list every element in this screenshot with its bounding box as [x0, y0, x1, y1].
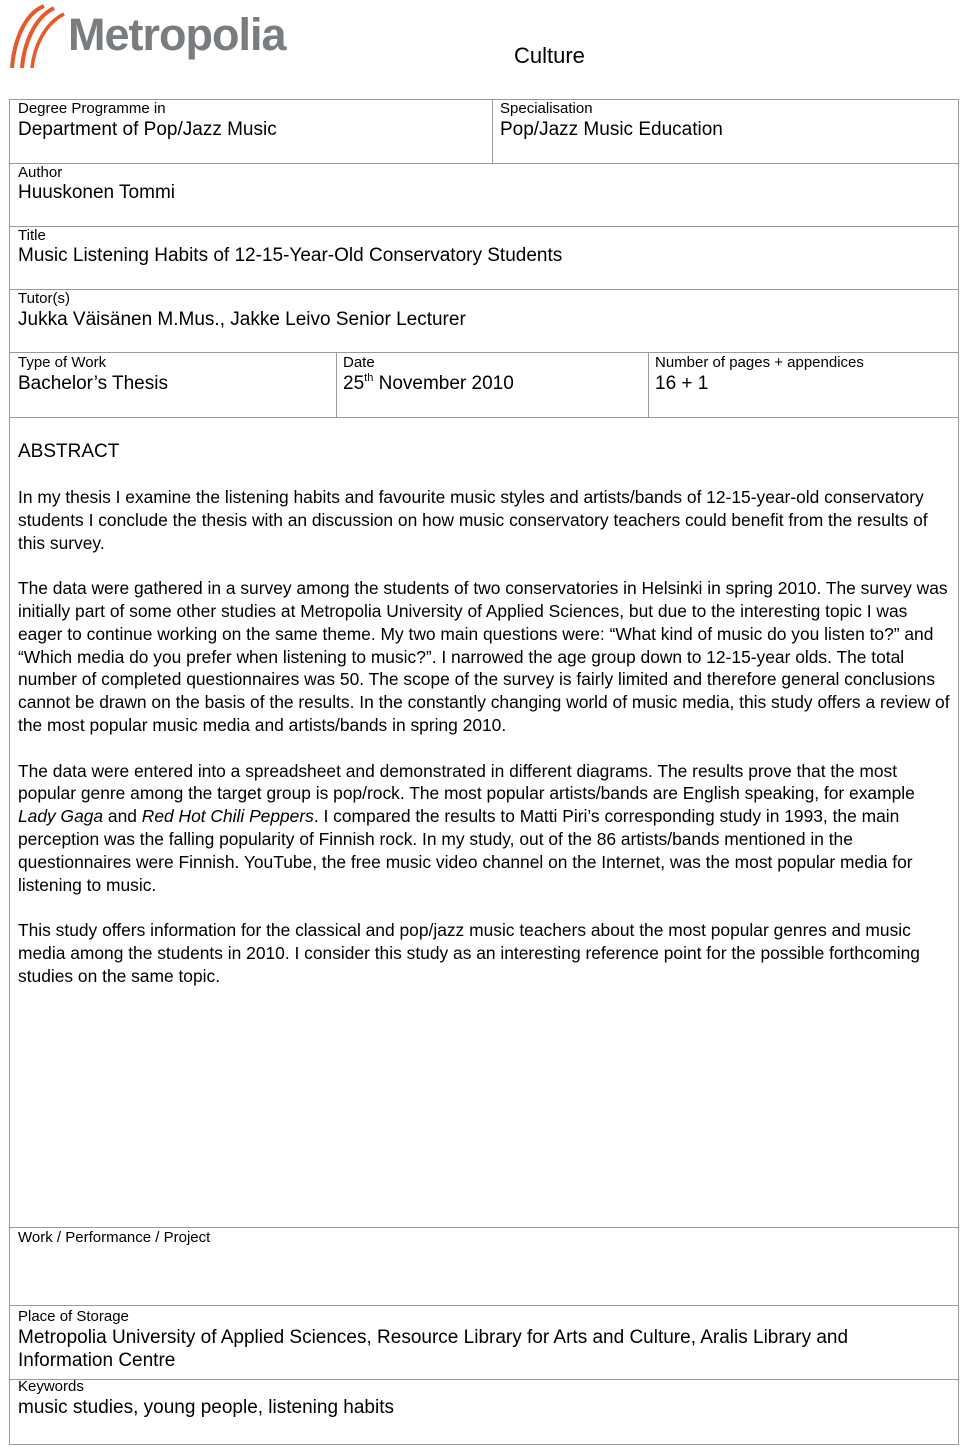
column-divider	[492, 100, 493, 163]
author-label: Author	[18, 164, 63, 181]
tutors-value: Jukka Väisänen M.Mus., Jakke Leivo Senior Lecturer	[18, 309, 466, 330]
abstract-body	[18, 486, 954, 1010]
metropolia-logo-mark-icon	[6, 2, 66, 72]
pages-value: 16 + 1	[655, 373, 709, 394]
place-of-storage-value: Metropolia University of Applied Sciences, Resource Library for Arts and Culture, Aralis Library and Information Centre	[18, 1327, 849, 1371]
abstract-paragraph: The data were gathered in a survey among the students of two conservatories in Helsinki in spring 2010. The survey was initially part of some other studies at Metropolia University of Applied Sciences, but due to the interesting topic I was eager to continue working on the same theme. My two main questions were: “What kind of music do you listen to?” and “Which media do you prefer when listening to music?”. I narrowed the age group down to 12-15-year olds. The total number of completed questionnaires was 50. The scope of the survey is fairly limited and therefore general conclusions cannot be drawn on the basis of the results. In the constantly changing world of music media, this study offers a review of the most popular music media and artists/bands in spring 2010.	[18, 578, 950, 735]
keywords-label: Keywords	[18, 1378, 84, 1395]
abstract-paragraph	[18, 760, 954, 897]
abstract-paragraph: In my thesis I examine the listening habits and favourite music styles and artists/bands of 12-15-year-old conservatory students I conclude the thesis with an discussion on how music conservatory teachers could benefit from the results of this survey.	[18, 487, 928, 553]
pages-label: Number of pages + appendices	[655, 354, 864, 371]
abstract-form	[9, 99, 959, 1445]
abstract-text: The data were entered into a spreadsheet and demonstrated in different diagrams. The results prove that the most popular genre among the target group is pop/rock. The most popular artists/bands are English speaking, for example	[18, 760, 915, 804]
logo-wordmark: Metropolia	[68, 9, 286, 60]
author-value: Huuskonen Tommi	[18, 182, 176, 203]
column-divider	[648, 352, 649, 417]
place-of-storage-label: Place of Storage	[18, 1308, 129, 1325]
row-divider	[10, 352, 958, 353]
date-label: Date	[343, 354, 375, 371]
work-performance-label: Work / Performance / Project	[18, 1229, 211, 1246]
abstract-artist: Lady Gaga	[18, 806, 104, 827]
type-of-work-value: Bachelor’s Thesis	[18, 373, 168, 394]
degree-programme-label: Degree Programme in	[18, 100, 166, 117]
abstract-heading: ABSTRACT	[18, 441, 120, 462]
date-rest: November 2010	[373, 373, 514, 394]
abstract-artist: Red Hot Chili Peppers	[141, 806, 314, 827]
abstract-text: and	[103, 806, 142, 827]
column-divider	[336, 352, 337, 417]
title-value: Music Listening Habits of 12-15-Year-Old Conservatory Students	[18, 245, 563, 266]
tutors-label: Tutor(s)	[18, 290, 70, 307]
specialisation-value: Pop/Jazz Music Education	[500, 119, 723, 140]
row-divider	[10, 417, 958, 418]
degree-programme-value: Department of Pop/Jazz Music	[18, 119, 277, 140]
row-divider	[10, 1379, 958, 1380]
date-day: 25	[343, 373, 365, 394]
row-divider	[10, 1227, 958, 1228]
row-divider	[10, 1305, 958, 1306]
row-divider	[10, 226, 958, 227]
type-of-work-label: Type of Work	[18, 354, 107, 371]
specialisation-label: Specialisation	[500, 100, 593, 117]
abstract-paragraph: This study offers information for the classical and pop/jazz music teachers about the most popular genres and music media among the students in 2010. I consider this study as an interesting reference point for the possible forthcoming studies on the same topic.	[18, 920, 920, 986]
date-value	[343, 372, 514, 395]
title-label: Title	[18, 227, 46, 244]
keywords-value: music studies, young people, listening habits	[18, 1397, 395, 1418]
date-suffix: th	[364, 372, 374, 384]
row-divider	[10, 163, 958, 164]
abstract-text: . I compared the results to Matti Piri’s corresponding study in 1993, the main perception was the falling popularity of Finnish rock. In my study, out of the 86 artists/bands mentioned in the questionnaires were Finnish. YouTube, the free music video channel on the Internet, was the most popular media for listening to music.	[18, 806, 913, 895]
faculty-name: Culture	[514, 43, 585, 68]
row-divider	[10, 289, 958, 290]
metropolia-logo	[6, 2, 296, 74]
